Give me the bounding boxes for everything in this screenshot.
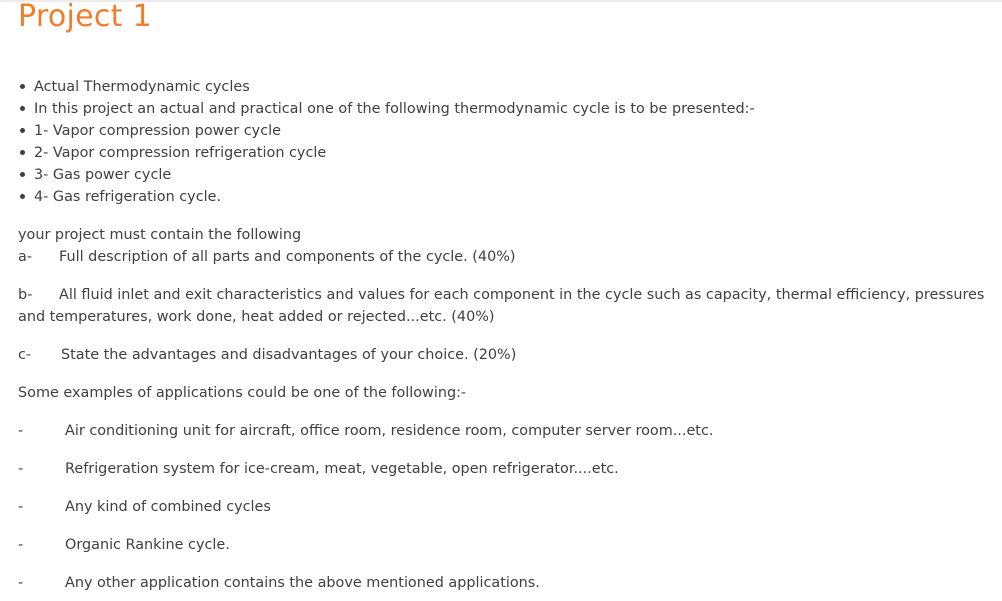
requirements-intro: your project must contain the following: [18, 227, 302, 243]
example-text: Organic Rankine cycle.: [65, 537, 230, 553]
requirement-text: Full description of all parts and components of the cycle. (40%): [59, 249, 516, 265]
bullet-item: [18, 98, 755, 120]
example-text: Any kind of combined cycles: [65, 499, 271, 515]
bullet-dot-icon: [20, 128, 25, 133]
bullet-item: [18, 120, 755, 142]
example-marker: -: [18, 461, 24, 477]
example-marker: -: [18, 537, 24, 553]
example-text: Air conditioning unit for aircraft, office room, residence room, computer server room...etc.: [65, 423, 714, 439]
example-marker: -: [18, 499, 24, 515]
requirement-marker: b-: [18, 287, 33, 303]
bullet-dot-icon: [20, 106, 25, 111]
page-title: Project 1: [18, 0, 152, 34]
bullet-dot-icon: [20, 150, 25, 155]
example-marker: -: [18, 423, 24, 439]
example-text: Any other application contains the above mentioned applications.: [65, 575, 540, 591]
bullet-item: [18, 142, 755, 164]
examples-intro: Some examples of applications could be one of the following:-: [18, 385, 467, 401]
example-text: Refrigeration system for ice-cream, meat, vegetable, open refrigerator....etc.: [65, 461, 619, 477]
requirement-text: All fluid inlet and exit characteristics and values for each component in the cycle such as capacity, thermal efficiency, pressures: [59, 287, 985, 303]
cycle-bullet-list: [18, 76, 755, 208]
bullet-text: 1- Vapor compression power cycle: [34, 123, 281, 139]
bullet-item: [18, 164, 755, 186]
bullet-text: Actual Thermodynamic cycles: [34, 79, 250, 95]
bullet-text: 2- Vapor compression refrigeration cycle: [34, 145, 327, 161]
bullet-dot-icon: [20, 84, 25, 89]
bullet-dot-icon: [20, 172, 25, 177]
requirement-text-continued: and temperatures, work done, heat added or rejected...etc. (40%): [18, 309, 495, 325]
bullet-text: 3- Gas power cycle: [34, 167, 172, 183]
bullet-text: In this project an actual and practical one of the following thermodynamic cycle is to be presented:-: [34, 101, 755, 117]
bullet-item: [18, 186, 755, 208]
bullet-item: [18, 76, 755, 98]
example-marker: -: [18, 575, 24, 591]
requirement-marker: c-: [18, 347, 32, 363]
bullet-dot-icon: [20, 194, 25, 199]
bullet-text: 4- Gas refrigeration cycle.: [34, 189, 222, 205]
requirement-marker: a-: [18, 249, 33, 265]
requirement-text: State the advantages and disadvantages of your choice. (20%): [61, 347, 517, 363]
